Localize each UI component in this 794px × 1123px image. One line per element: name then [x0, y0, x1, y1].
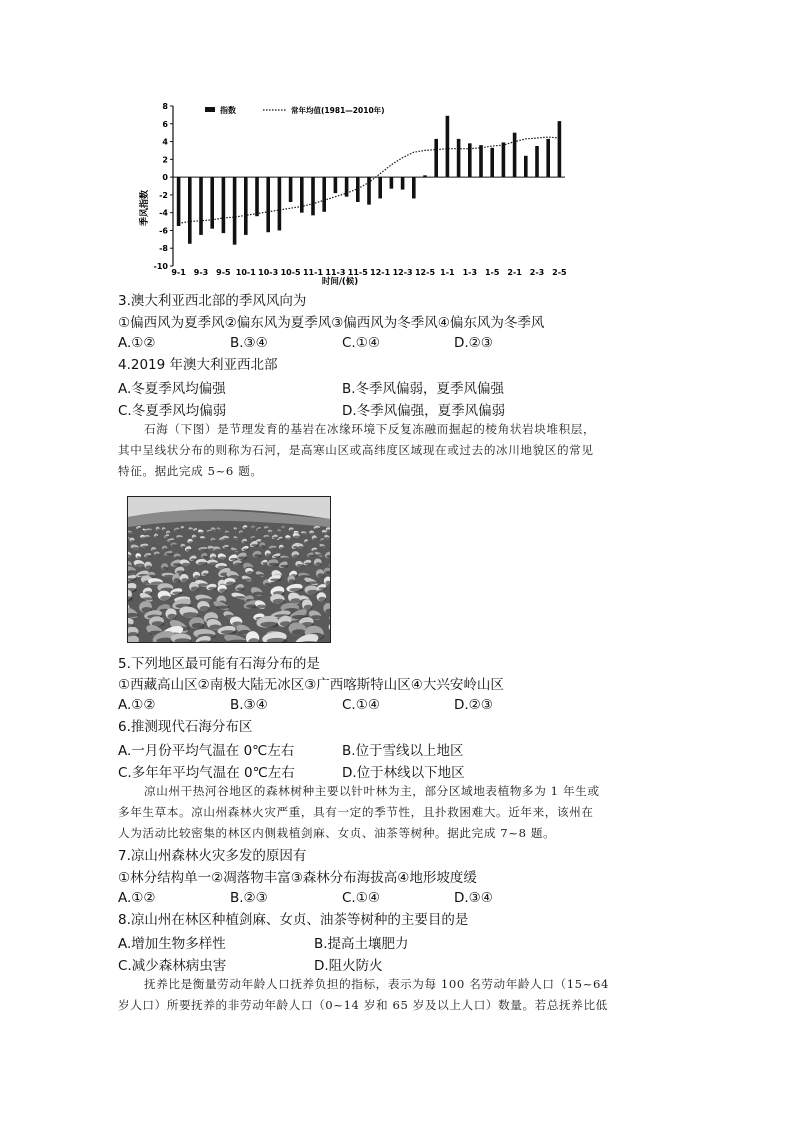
q3-option-a[interactable]: A.①② — [118, 335, 156, 351]
passage-7-8-line-2: 多年生草本。凉山州森林火灾严重，具有一定的季节性，且扑救困难大。近年来，该州在 — [118, 805, 594, 819]
passage-dependency-ratio — [118, 974, 678, 1016]
q5-option-d[interactable]: D.②③ — [454, 697, 493, 713]
q4-option-d[interactable]: D.冬季风偏强，夏季风偏弱 — [342, 403, 506, 419]
index-bar — [244, 177, 248, 235]
index-bar — [546, 139, 550, 177]
index-bar — [222, 177, 226, 233]
y-tick-label: -8 — [159, 244, 168, 254]
q7-option-c[interactable]: C.①④ — [342, 890, 380, 906]
q6-option-c[interactable]: C.多年年平均气温在 0℃左右 — [118, 765, 295, 781]
y-tick-label: 4 — [162, 137, 168, 147]
x-tick-label: 1-3 — [462, 268, 478, 277]
index-bar — [233, 177, 237, 245]
index-bar — [334, 177, 338, 193]
index-bar — [345, 177, 349, 197]
index-bar — [446, 116, 450, 177]
index-bar — [401, 177, 405, 189]
x-tick-label: 1-5 — [484, 268, 500, 277]
passage-7-8-line-3: 人为活动比较密集的林区内侧栽植剑麻、女贞、油茶等树种。据此完成 7~8 题。 — [118, 826, 556, 840]
index-bar — [378, 177, 382, 198]
index-bar — [255, 177, 259, 216]
q4-option-c[interactable]: C.冬夏季风均偏弱 — [118, 403, 227, 419]
x-tick-label: 10-1 — [235, 268, 256, 277]
passage-end-line-1: 抚养比是衡量劳动年龄人口抚养负担的指标，表示为每 100 名劳动年龄人口（15~64 — [144, 977, 609, 991]
index-bar — [423, 175, 427, 177]
q3-option-c[interactable]: C.①④ — [342, 335, 380, 351]
x-axis-label: 时间/(候) — [321, 277, 359, 287]
x-tick-label: 12-3 — [392, 268, 413, 277]
x-tick-label: 11-1 — [302, 268, 324, 277]
q7-option-d[interactable]: D.③④ — [454, 890, 493, 906]
index-bar — [300, 177, 304, 213]
passage-5-6-line-3: 特征。据此完成 5~6 题。 — [118, 464, 263, 478]
index-bar — [535, 146, 539, 177]
legend-bar-label: 指数 — [220, 106, 236, 115]
y-tick-label: 6 — [162, 119, 168, 129]
index-bar — [502, 142, 506, 177]
y-tick-label: 8 — [162, 102, 168, 111]
legend-bar-swatch — [205, 107, 215, 112]
monsoon-index-chart — [135, 98, 575, 288]
q3-stem: 3.澳大利亚西北部的季风风向为 — [118, 293, 307, 309]
index-bar — [266, 177, 270, 232]
q4-option-a[interactable]: A.冬夏季风均偏强 — [118, 381, 226, 397]
x-tick-label: 11-3 — [325, 268, 346, 277]
q4-option-b[interactable]: B.冬季风偏弱，夏季风偏强 — [342, 381, 505, 397]
index-bar — [490, 148, 494, 177]
q3-option-b[interactable]: B.③④ — [230, 335, 268, 351]
passage-7-8 — [118, 781, 678, 844]
x-tick-label: 2-3 — [529, 268, 545, 277]
passage-5-6-line-1: 石海（下图）是节理发育的基岩在冰缘环境下反复冻融而掘起的棱角状岩块堆积层， — [144, 422, 596, 436]
q6-stem: 6.推测现代石海分布区 — [118, 719, 253, 735]
q7-statements: ①林分结构单一②凋落物丰富③森林分布海拔高④地形坡度缓 — [118, 870, 477, 886]
stone-sea-photo — [127, 496, 331, 643]
passage-end-line-2: 岁人口）所要抚养的非劳动年龄人口（0~14 岁和 65 岁及以上人口）数量。若总抚养比低 — [118, 998, 608, 1012]
y-tick-label: -6 — [159, 226, 168, 236]
q5-statements: ①西藏高山区②南极大陆无冰区③广西喀斯特山区④大兴安岭山区 — [118, 677, 504, 693]
x-tick-label: 12-1 — [370, 268, 391, 277]
x-tick-label: 1-1 — [440, 268, 455, 277]
index-bar — [390, 177, 394, 189]
q5-stem: 5.下列地区最可能有石海分布的是 — [118, 656, 320, 672]
q5-option-c[interactable]: C.①④ — [342, 697, 380, 713]
q5-option-b[interactable]: B.③④ — [230, 697, 268, 713]
index-bar — [367, 177, 371, 205]
y-axis — [154, 102, 173, 271]
y-axis-label: 季风指数 — [140, 189, 150, 227]
index-bar — [558, 121, 562, 177]
x-tick-label: 9-3 — [193, 268, 209, 277]
index-bar — [479, 145, 483, 177]
x-tick-label: 9-5 — [216, 268, 231, 277]
q7-option-a[interactable]: A.①② — [118, 890, 156, 906]
q3-option-d[interactable]: D.②③ — [454, 335, 493, 351]
x-tick-label: 2-1 — [507, 268, 522, 277]
x-tick-label: 10-3 — [258, 268, 279, 277]
x-tick-label: 10-5 — [280, 268, 301, 277]
stone-sea-image — [128, 497, 330, 642]
x-tick-label: 11-5 — [347, 268, 368, 277]
index-bar — [289, 177, 293, 202]
index-bar — [188, 177, 192, 244]
legend — [205, 105, 385, 115]
q8-stem: 8.凉山州在林区种植剑麻、女贞、油茶等树种的主要目的是 — [118, 912, 469, 928]
y-tick-label: -4 — [159, 208, 168, 218]
index-bar — [412, 177, 416, 198]
passage-5-6-line-2: 其中呈线状分布的则称为石河，是高寒山区或高纬度区域现在或过去的冰川地貌区的常见 — [118, 443, 594, 457]
q6-option-a[interactable]: A.一月份平均气温在 0℃左右 — [118, 743, 295, 759]
index-bar — [199, 177, 203, 235]
index-bar — [322, 177, 326, 212]
passage-5-6 — [118, 419, 678, 482]
index-bars — [177, 116, 561, 245]
legend-line-label: 常年均值(1981—2010年) — [291, 106, 385, 115]
index-bar — [177, 177, 181, 226]
q7-stem: 7.凉山州森林火灾多发的原因有 — [118, 848, 307, 864]
x-tick-label: 9-1 — [171, 268, 186, 277]
q3-statements: ①偏西风为夏季风②偏东风为夏季风③偏西风为冬季风④偏东风为冬季风 — [118, 315, 545, 331]
q6-option-d[interactable]: D.位于林线以下地区 — [342, 765, 465, 781]
x-tick-labels — [171, 268, 567, 277]
q7-option-b[interactable]: B.②③ — [230, 890, 268, 906]
q5-option-a[interactable]: A.①② — [118, 697, 156, 713]
y-tick-label: 0 — [162, 173, 168, 183]
index-bar — [524, 156, 528, 177]
q8-option-d[interactable]: D.阻火防火 — [314, 958, 383, 974]
index-bar — [278, 177, 282, 230]
q8-option-b[interactable]: B.提高土壤肥力 — [314, 936, 409, 952]
y-tick-label: 2 — [162, 155, 168, 165]
q8-option-a[interactable]: A.增加生物多样性 — [118, 936, 226, 952]
y-tick-label: -10 — [153, 262, 168, 271]
index-bar — [513, 133, 517, 177]
passage-7-8-line-1: 凉山州干热河谷地区的森林树种主要以针叶林为主，部分区域地表植物多为 1 年生或 — [144, 784, 600, 798]
index-bar — [210, 177, 214, 229]
x-tick-label: 2-5 — [552, 268, 567, 277]
index-bar — [356, 177, 360, 202]
index-bar — [457, 139, 461, 177]
x-tick-label: 12-5 — [414, 268, 436, 277]
index-bar — [311, 177, 315, 215]
q8-option-c[interactable]: C.减少森林病虫害 — [118, 958, 227, 974]
index-bar — [434, 139, 438, 177]
y-tick-label: -2 — [159, 190, 168, 200]
q4-stem: 4.2019 年澳大利亚西北部 — [118, 357, 278, 373]
q6-option-b[interactable]: B.位于雪线以上地区 — [342, 743, 464, 759]
